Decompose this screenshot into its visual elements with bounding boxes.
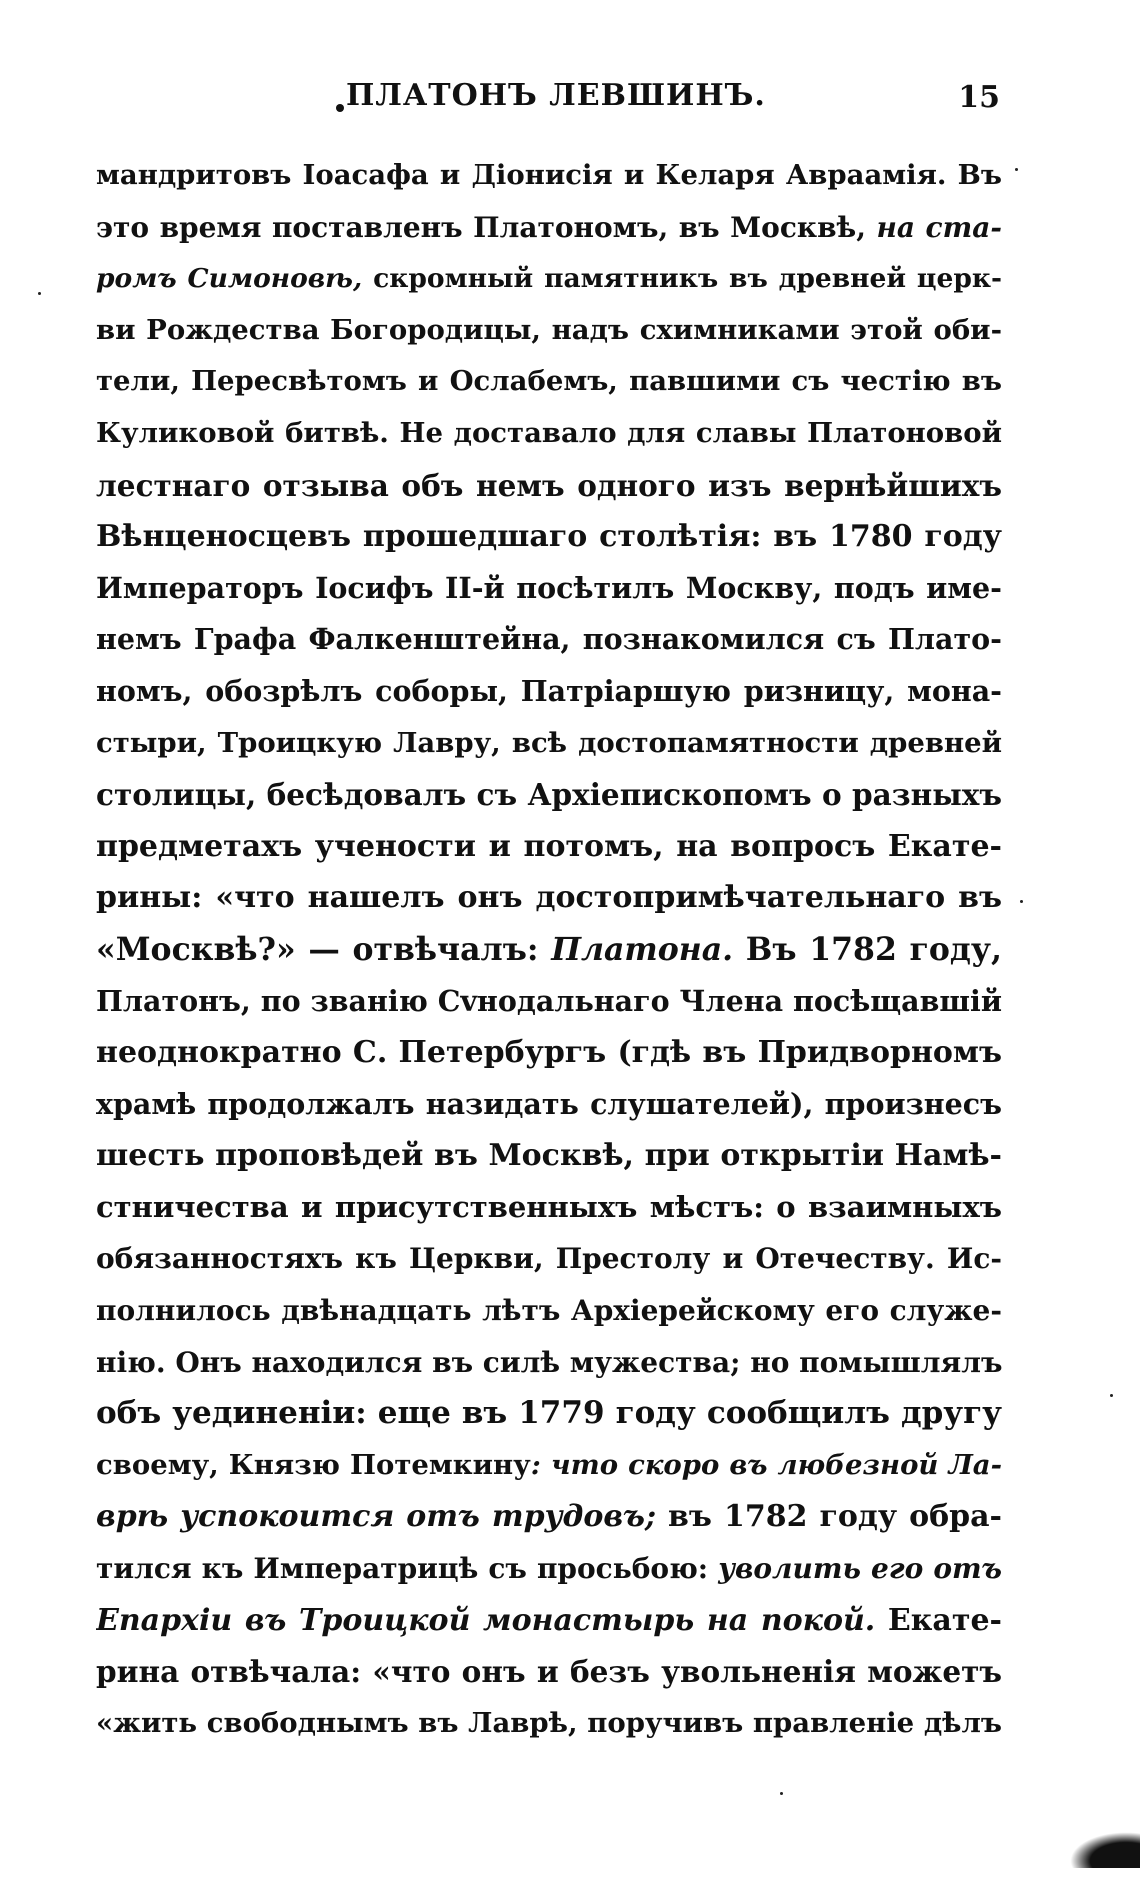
text-line: [96, 821, 1002, 873]
text-line: [96, 1698, 1002, 1750]
text-line: [96, 563, 1002, 615]
text-segment: ви Рождества Богородицы, надъ схимниками этой оби-: [96, 313, 1002, 346]
text-line: [96, 1285, 1002, 1337]
text-line: [96, 1646, 1002, 1698]
text-line: [96, 356, 1002, 408]
text-segment: Императоръ Іосифъ II-й посѣтилъ Москву, подъ име-: [96, 570, 1002, 605]
text-line: [96, 872, 1002, 924]
text-line: [96, 1079, 1002, 1131]
italic-text-segment: врѣ успокоится отъ трудовъ;: [96, 1499, 657, 1535]
text-segment: это время поставленъ Платономъ, въ Москвѣ,: [96, 210, 877, 244]
text-line: [96, 1027, 1002, 1079]
text-segment: Вѣнценосцевъ прошедшаго столѣтія: въ 1780 году: [96, 519, 1002, 555]
text-segment: мандритовъ Іоасафа и Діонисія и Келаря Авраамія. Въ: [96, 159, 1002, 191]
text-line: [96, 1337, 1002, 1389]
text-line: [96, 1130, 1002, 1182]
italic-text-segment: на ста-: [876, 210, 1002, 244]
text-line: [96, 1491, 1002, 1543]
text-segment: скромный памятникъ въ древней церк-: [362, 263, 1002, 295]
print-speck: [1110, 1394, 1113, 1397]
text-segment: номъ, обозрѣлъ соборы, Патріаршую ризницу, мона-: [96, 673, 1002, 708]
text-segment: своему, Князю Потемкину: [96, 1448, 531, 1481]
text-segment: храмѣ продолжалъ назидать слушателей), произнесъ: [96, 1086, 1002, 1121]
text-line: [96, 305, 1002, 357]
text-line: [96, 924, 1002, 976]
text-segment: «жить свободнымъ въ Лаврѣ, поручивъ правленіе дѣлъ: [96, 1706, 1002, 1739]
running-head: [96, 70, 1000, 120]
italic-text-segment: : что скоро въ любезной Ла-: [530, 1448, 1002, 1481]
body-text: [96, 150, 1002, 1749]
text-segment: «Москвѣ?» — отвѣчалъ:: [96, 930, 552, 968]
text-line: [96, 511, 1002, 563]
text-segment: немъ Графа Фалкенштейна, познакомился съ Плато-: [96, 622, 1002, 657]
text-segment: рина отвѣчала: «что онъ и безъ увольненія можетъ: [96, 1654, 1002, 1690]
text-line: [96, 150, 1002, 202]
text-segment: тели, Пересвѣтомъ и Ослабемъ, павшими съ честію въ: [96, 365, 1002, 398]
page-number: 15: [958, 80, 1000, 115]
italic-text-segment: Епархіи въ Троицкой монастырь на покой.: [96, 1602, 876, 1638]
text-segment: столицы, бесѣдовалъ съ Архіепископомъ о разныхъ: [96, 777, 1002, 813]
text-segment: нію. Онъ находился въ силѣ мужества; но помышлялъ: [96, 1345, 1002, 1379]
ornament-dot: [336, 104, 344, 112]
text-segment: лестнаго отзыва объ немъ одного изъ вернѣйшихъ: [96, 467, 1002, 503]
italic-text-segment: Платона.: [551, 930, 734, 968]
text-segment: Платонъ, по званію Сvнодальнаго Члена посѣщавшій: [96, 983, 1002, 1018]
text-line: [96, 253, 1002, 305]
text-segment: объ уединеніи: еще въ 1779 году сообщилъ другу: [96, 1395, 1002, 1432]
text-segment: стыри, Троицкую Лавру, всѣ достопамятности древней: [96, 726, 1002, 759]
print-speck: [38, 292, 41, 295]
text-segment: стничества и присутственныхъ мѣстъ: о взаимныхъ: [96, 1189, 1002, 1224]
print-speck: [1015, 168, 1018, 171]
text-segment: въ 1782 году обра-: [656, 1499, 1002, 1535]
text-segment: Куликовой битвѣ. Не доставало для славы Платоновой: [96, 416, 1002, 449]
text-line: [96, 718, 1002, 770]
text-segment: предметахъ учености и потомъ, на вопросъ Екате-: [96, 828, 1002, 864]
text-segment: полнилось двѣнадцать лѣтъ Архіерейскому его служе-: [96, 1294, 1002, 1328]
print-speck: [1020, 900, 1023, 903]
text-segment: Въ 1782 году,: [733, 930, 1002, 968]
text-segment: шесть проповѣдей въ Москвѣ, при открытіи Намѣ-: [96, 1138, 1002, 1174]
text-line: [96, 769, 1002, 821]
text-line: [96, 1388, 1002, 1440]
ink-blot: [1070, 1832, 1140, 1868]
italic-text-segment: ромъ Симоновѣ,: [96, 263, 363, 295]
italic-text-segment: уволить его отъ: [718, 1552, 1002, 1586]
text-line: [96, 614, 1002, 666]
text-line: [96, 408, 1002, 460]
text-line: [96, 976, 1002, 1028]
running-title: ПЛАТОНЪ ЛЕВШИНЪ.: [346, 78, 766, 113]
text-segment: обязанностяхъ къ Церкви, Престолу и Отечеству. Ис-: [96, 1242, 1002, 1276]
text-line: [96, 460, 1002, 512]
print-speck: [780, 1792, 783, 1795]
text-line: [96, 1233, 1002, 1285]
text-segment: Екате-: [875, 1602, 1002, 1638]
text-segment: рины: «что нашелъ онъ достопримѣчательнаго въ: [96, 880, 1002, 916]
text-segment: тился къ Императрицѣ съ просьбою:: [96, 1552, 719, 1586]
text-line: [96, 1543, 1002, 1595]
text-line: [96, 666, 1002, 718]
text-line: [96, 202, 1002, 254]
text-line: [96, 1595, 1002, 1647]
text-segment: неоднократно С. Петербургъ (гдѣ въ Придворномъ: [96, 1035, 1002, 1071]
text-line: [96, 1182, 1002, 1234]
text-line: [96, 1440, 1002, 1492]
